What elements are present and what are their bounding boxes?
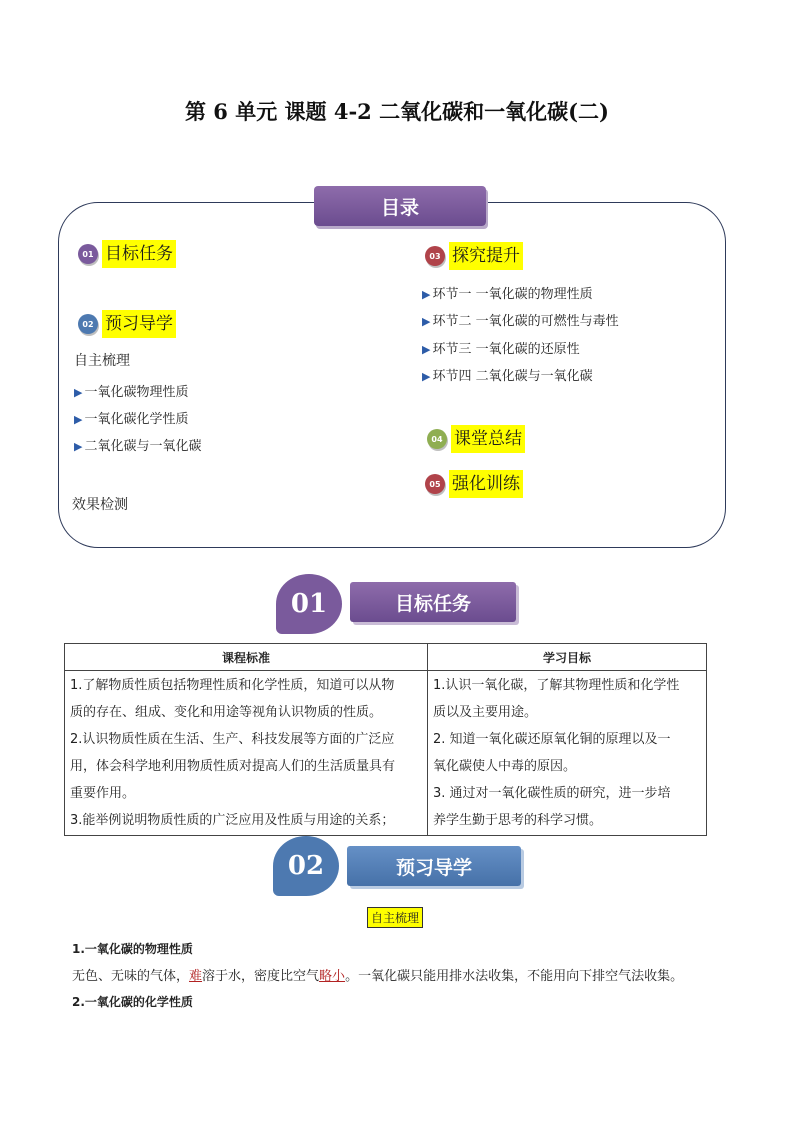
table-header: 课程标准 xyxy=(65,644,428,671)
badge-03-icon: 03 xyxy=(425,246,445,266)
toc-item[interactable]: ▶ 一氧化碳化学性质 xyxy=(74,412,189,427)
toc-section-1[interactable] xyxy=(78,240,176,268)
toc-section-3-label: 探究提升 xyxy=(449,242,523,270)
table-header: 学习目标 xyxy=(428,644,707,671)
arrow-right-icon: ▶ xyxy=(422,343,431,356)
self-study-tag: 自主梳理 xyxy=(367,907,423,928)
highlighted-word: 难 xyxy=(189,969,203,984)
toc-section-1-label: 目标任务 xyxy=(102,240,176,268)
highlighted-word: 略小 xyxy=(319,969,346,984)
table-cell-goals: 1.认识一氧化碳，了解其物理性质和化学性 质以及主要用途。 2. 知道一氧化碳还原氧化铜的原理以及一 氧化碳使人中毒的原因。 3. 通过对一氧化碳性质的研究，进一步培 养学生勤于思考的科学习惯。 xyxy=(428,671,707,836)
toc-item[interactable]: ▶ 环节二 一氧化碳的可燃性与毒性 xyxy=(422,314,619,329)
toc-section-2[interactable] xyxy=(78,310,176,338)
arrow-right-icon: ▶ xyxy=(74,440,83,453)
toc-section-4-label: 课堂总结 xyxy=(451,425,525,453)
badge-01-icon: 01 xyxy=(78,244,98,264)
toc-item[interactable]: ▶ 环节四 二氧化碳与一氧化碳 xyxy=(422,369,593,384)
toc-section-4[interactable] xyxy=(427,425,525,453)
toc-section-5-label: 强化训练 xyxy=(449,470,523,498)
badge-04-icon: 04 xyxy=(427,429,447,449)
toc-item[interactable]: ▶ 二氧化碳与一氧化碳 xyxy=(74,439,202,454)
toc-section-3[interactable] xyxy=(425,242,523,270)
paragraph-heading: 1.一氧化碳的物理性质 xyxy=(72,942,193,956)
badge-02-icon: 02 xyxy=(78,314,98,334)
paragraph-heading: 2.一氧化碳的化学性质 xyxy=(72,995,193,1009)
toc-item[interactable]: ▶ 环节一 一氧化碳的物理性质 xyxy=(422,287,593,302)
arrow-right-icon: ▶ xyxy=(74,386,83,399)
toc-banner: 目录 xyxy=(314,186,486,226)
toc-item[interactable]: ▶ 环节三 一氧化碳的还原性 xyxy=(422,342,580,357)
arrow-right-icon: ▶ xyxy=(74,413,83,426)
toc-check[interactable]: 效果检测 xyxy=(72,497,128,513)
toc-sub-heading: 自主梳理 xyxy=(74,353,130,369)
section-1-number: 01 xyxy=(276,574,342,634)
section-2-title: 预习导学 xyxy=(347,846,521,886)
section-2-number: 02 xyxy=(273,836,339,896)
document-title: 第 6 单元 课题 4-2 二氧化碳和一氧化碳(二) xyxy=(185,99,609,124)
section-1-title: 目标任务 xyxy=(350,582,516,622)
badge-05-icon: 05 xyxy=(425,474,445,494)
toc-section-2-label: 预习导学 xyxy=(102,310,176,338)
paragraph-text: 无色、无味的气体，难溶于水，密度比空气略小。一氧化碳只能用排水法收集，不能用向下排空气法收集。 xyxy=(72,969,684,984)
table-header-row xyxy=(65,644,707,671)
toc-section-5[interactable] xyxy=(425,470,523,498)
arrow-right-icon: ▶ xyxy=(422,315,431,328)
table-cell-standards: 1.了解物质性质包括物理性质和化学性质，知道可以从物 质的存在、组成、变化和用途等视角认识物质的性质。 2.认识物质性质在生活、生产、科技发展等方面的广泛应 用，体会科学地利用物质性质对提高人们的生活质量具有 重要作用。 3.能举例说明物质性质的广泛应用及性质与用途的关系； xyxy=(65,671,428,836)
arrow-right-icon: ▶ xyxy=(422,370,431,383)
table-row xyxy=(65,671,707,836)
standards-table xyxy=(64,643,707,836)
toc-item[interactable]: ▶ 一氧化碳物理性质 xyxy=(74,385,189,400)
arrow-right-icon: ▶ xyxy=(422,288,431,301)
